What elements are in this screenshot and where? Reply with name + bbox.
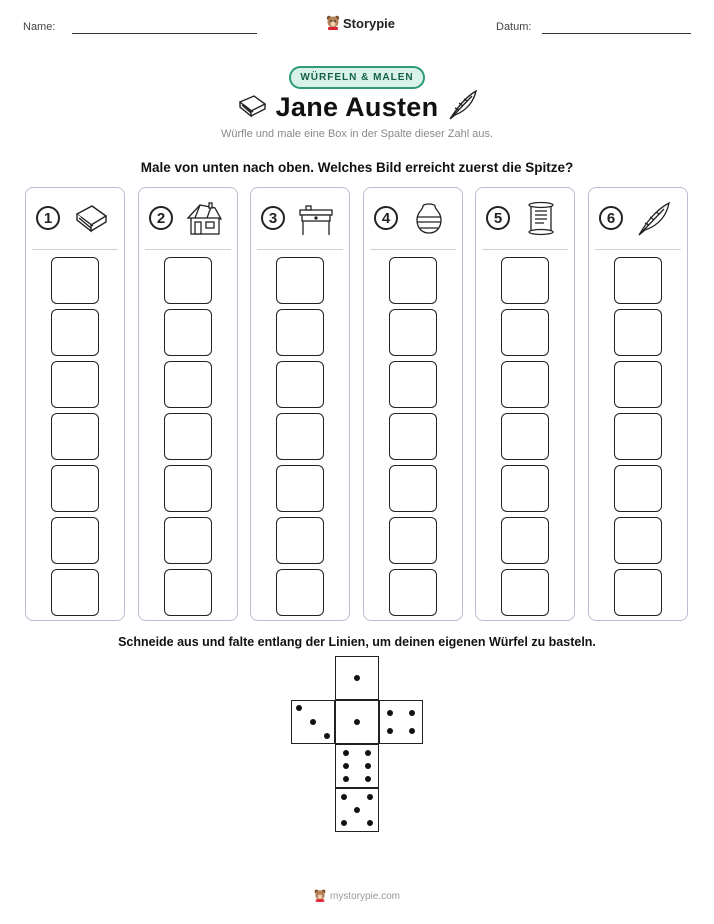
name-line[interactable]: [72, 33, 257, 34]
die-pip: [409, 728, 415, 734]
color-box[interactable]: [389, 569, 437, 616]
color-box[interactable]: [276, 517, 324, 564]
color-box[interactable]: [614, 569, 662, 616]
column-5: [475, 187, 575, 621]
color-box[interactable]: [51, 309, 99, 356]
brand-name: Storypie: [343, 16, 396, 31]
die-pip: [343, 763, 349, 769]
column-number: 6: [599, 206, 623, 230]
color-box[interactable]: [51, 517, 99, 564]
column-number: 3: [261, 206, 285, 230]
die-pip: [343, 750, 349, 756]
die-pip: [341, 794, 347, 800]
die-pip: [354, 719, 360, 725]
column-number: 4: [374, 206, 398, 230]
cut-instruction: Schneide aus und falte entlang der Linien, um deinen eigenen Würfel zu basteln.: [118, 635, 596, 649]
vase-icon: [410, 200, 448, 238]
die-pip: [409, 710, 415, 716]
cottage-icon: [185, 200, 223, 238]
color-box[interactable]: [614, 465, 662, 512]
column-1: [25, 187, 125, 621]
die-face-3: [291, 700, 335, 744]
die-face-6: [335, 744, 379, 788]
bear-logo-icon: [314, 888, 326, 905]
color-box[interactable]: [51, 569, 99, 616]
die-pip: [310, 719, 316, 725]
color-box[interactable]: [164, 361, 212, 408]
column-number: 2: [149, 206, 173, 230]
scroll-icon: [522, 200, 560, 238]
color-box[interactable]: [276, 569, 324, 616]
die-pip: [341, 820, 347, 826]
die-pip: [324, 733, 330, 739]
color-box[interactable]: [501, 569, 549, 616]
quill-decoration-icon: [446, 88, 480, 127]
die-pip: [296, 705, 302, 711]
column-number: 1: [36, 206, 60, 230]
activity-badge: WÜRFELN & MALEN: [289, 66, 424, 89]
page-title: Jane Austen: [275, 92, 439, 122]
column-number: 5: [486, 206, 510, 230]
color-box[interactable]: [614, 257, 662, 304]
color-box[interactable]: [276, 413, 324, 460]
die-pip: [365, 776, 371, 782]
die-pip: [387, 728, 393, 734]
footer: [314, 888, 400, 905]
instruction: Male von unten nach oben. Welches Bild erreicht zuerst die Spitze?: [140, 160, 574, 175]
column-6: [588, 187, 688, 621]
color-box[interactable]: [276, 309, 324, 356]
date-label: Datum:: [496, 21, 532, 33]
die-pip: [365, 763, 371, 769]
brand-logo: [326, 14, 395, 33]
color-box[interactable]: [389, 361, 437, 408]
color-box[interactable]: [501, 309, 549, 356]
column-4: [363, 187, 463, 621]
color-box[interactable]: [389, 517, 437, 564]
color-box[interactable]: [164, 413, 212, 460]
die-face-4: [379, 700, 423, 744]
quill-icon: [635, 200, 673, 238]
column-3: [250, 187, 350, 621]
column-divider: [145, 249, 231, 250]
die-face-1: [335, 700, 379, 744]
color-box[interactable]: [164, 309, 212, 356]
column-divider: [257, 249, 343, 250]
color-box[interactable]: [276, 361, 324, 408]
color-box[interactable]: [501, 517, 549, 564]
color-box[interactable]: [501, 413, 549, 460]
color-box[interactable]: [501, 361, 549, 408]
column-divider: [32, 249, 118, 250]
book-icon: [72, 200, 110, 238]
color-box[interactable]: [389, 465, 437, 512]
die-face-5: [335, 788, 379, 832]
die-pip: [367, 820, 373, 826]
color-box[interactable]: [51, 257, 99, 304]
die-pip: [365, 750, 371, 756]
color-box[interactable]: [389, 413, 437, 460]
color-box[interactable]: [614, 413, 662, 460]
date-line[interactable]: [542, 33, 691, 34]
color-box[interactable]: [164, 569, 212, 616]
die-pip: [343, 776, 349, 782]
color-box[interactable]: [389, 309, 437, 356]
footer-url: mystorypie.com: [329, 891, 400, 902]
color-box[interactable]: [51, 413, 99, 460]
color-box[interactable]: [614, 309, 662, 356]
color-box[interactable]: [164, 465, 212, 512]
die-pip: [387, 710, 393, 716]
bear-logo-icon: [326, 14, 340, 33]
writing-desk-icon: [297, 200, 335, 238]
color-box[interactable]: [276, 257, 324, 304]
column-divider: [370, 249, 456, 250]
color-box[interactable]: [164, 257, 212, 304]
color-box[interactable]: [614, 361, 662, 408]
color-box[interactable]: [276, 465, 324, 512]
column-divider: [595, 249, 681, 250]
color-box[interactable]: [164, 517, 212, 564]
die-pip: [354, 807, 360, 813]
name-label: Name:: [23, 21, 56, 33]
color-box[interactable]: [51, 361, 99, 408]
subtitle: Würfle und male eine Box in der Spalte dieser Zahl aus.: [220, 128, 494, 140]
color-box[interactable]: [501, 257, 549, 304]
die-pip: [354, 675, 360, 681]
column-divider: [482, 249, 568, 250]
die-face-1: [335, 656, 379, 700]
column-2: [138, 187, 238, 621]
color-box[interactable]: [51, 465, 99, 512]
die-pip: [367, 794, 373, 800]
color-box[interactable]: [389, 257, 437, 304]
color-box[interactable]: [614, 517, 662, 564]
color-box[interactable]: [501, 465, 549, 512]
